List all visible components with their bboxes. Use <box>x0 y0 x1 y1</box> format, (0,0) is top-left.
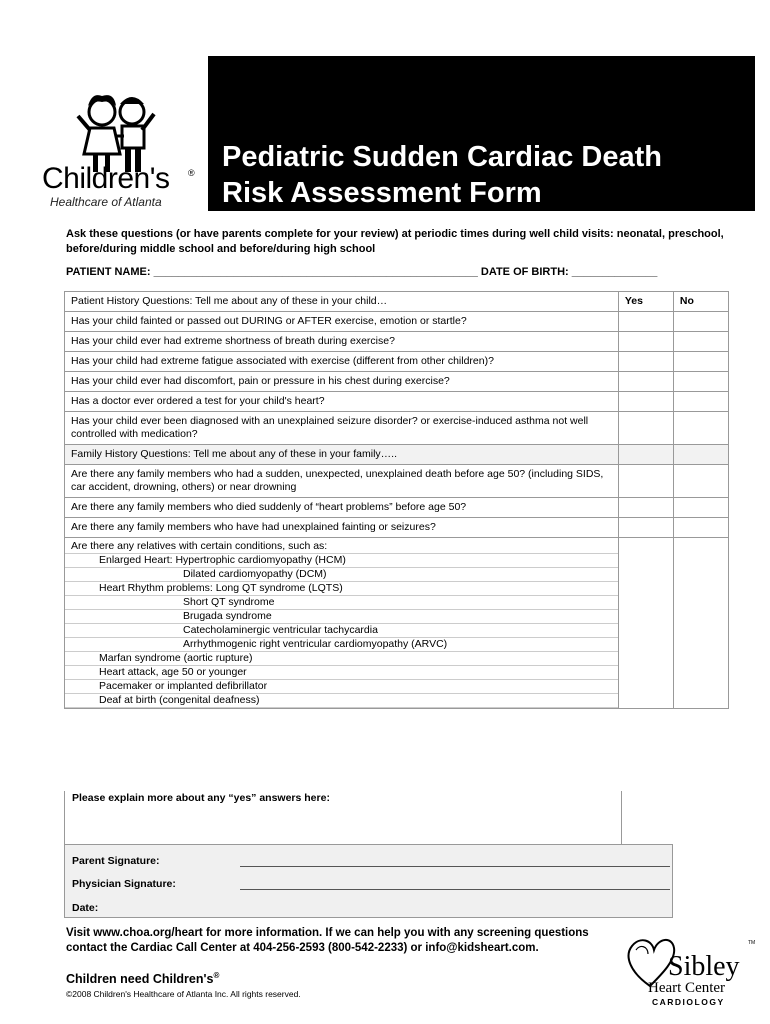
question-text: Family History Questions: Tell me about any of these in your family….. <box>65 445 619 465</box>
table-row <box>65 372 729 392</box>
yes-answer-cell[interactable] <box>618 312 673 332</box>
question-text: Are there any family members who died suddenly of “heart problems” before age 50? <box>65 498 619 518</box>
table-row <box>65 392 729 412</box>
question-text: Are there any family members who have had unexplained fainting or seizures? <box>65 518 619 538</box>
date-of-birth-field[interactable]: DATE OF BIRTH: ______________ <box>480 266 658 278</box>
no-column-header: No <box>673 292 728 312</box>
no-answer-cell[interactable] <box>673 465 728 498</box>
question-text: Has your child had extreme fatigue associated with exercise (different from other children)? <box>65 352 619 372</box>
yes-answer-cell[interactable] <box>618 518 673 538</box>
page-title <box>222 139 742 211</box>
yes-answer-cell[interactable] <box>618 392 673 412</box>
condition-item: Marfan syndrome (aortic rupture) <box>65 652 618 666</box>
yes-answer-cell[interactable] <box>618 412 673 445</box>
yes-answer-cell[interactable] <box>618 352 673 372</box>
parent-signature-label: Parent Signature: <box>72 855 160 867</box>
svg-text:®: ® <box>188 168 195 178</box>
relatives-intro: Are there any relatives with certain conditions, such as: <box>65 538 618 554</box>
title-line-1: Pediatric Sudden Cardiac Death <box>222 141 662 173</box>
yes-answer-cell[interactable] <box>618 465 673 498</box>
logo-subtitle: Healthcare of Atlanta <box>50 195 162 209</box>
question-text: Has your child ever had discomfort, pain or pressure in his chest during exercise? <box>65 372 619 392</box>
condition-item: Catecholaminergic ventricular tachycardia <box>65 624 618 638</box>
patient-name-field[interactable]: PATIENT NAME: _____________________________________________________ <box>66 266 478 278</box>
intro-text: Ask these questions (or have parents complete for your review) at periodic times during well child visits: neonatal, preschool, before/during middle school and before/during high school <box>66 228 724 255</box>
patient-history-header: Patient History Questions: Tell me about any of these in your child… <box>65 292 619 312</box>
condition-item: Brugada syndrome <box>65 610 618 624</box>
svg-text:TM: TM <box>748 940 756 946</box>
yes-answer-cell <box>618 445 673 465</box>
physician-signature-line[interactable] <box>240 889 670 890</box>
yes-answer-cell[interactable] <box>618 332 673 352</box>
sibley-cardiology: CARDIOLOGY <box>652 997 725 1007</box>
no-answer-cell[interactable] <box>673 312 728 332</box>
question-text: Are there any family members who had a sudden, unexpected, unexplained death before age 50? (including SIDS, car accident, drowning, others) or near drowning <box>65 465 619 498</box>
questions-table <box>64 291 729 709</box>
condition-item: Heart Rhythm problems: Long QT syndrome (LQTS) <box>65 582 618 596</box>
yes-answer-cell[interactable] <box>618 498 673 518</box>
condition-item: Heart attack, age 50 or younger <box>65 666 618 680</box>
table-row <box>65 465 729 498</box>
condition-item: Pacemaker or implanted defibrillator <box>65 680 618 694</box>
visit-info: Visit www.choa.org/heart for more information. If we can help you with any screening questions contact the Cardiac Call Center at 404-256-2593 (800-542-2233) or info@kidsheart.com. <box>66 927 589 954</box>
no-answer-cell[interactable] <box>673 392 728 412</box>
family-history-header-row <box>65 445 729 465</box>
no-answer-cell[interactable] <box>673 538 728 709</box>
table-row <box>65 332 729 352</box>
table-row <box>65 518 729 538</box>
relatives-conditions-row <box>65 538 729 709</box>
children-need-tagline <box>66 971 219 986</box>
table-header-row <box>65 292 729 312</box>
table-row <box>65 352 729 372</box>
condition-item: Short QT syndrome <box>65 596 618 610</box>
registered-mark: ® <box>213 971 220 980</box>
no-answer-cell[interactable] <box>673 412 728 445</box>
no-answer-cell <box>673 445 728 465</box>
questions-table-body <box>65 292 729 709</box>
title-line-2: Risk Assessment Form <box>222 177 542 209</box>
no-answer-cell[interactable] <box>673 332 728 352</box>
question-text: Has your child ever had extreme shortness of breath during exercise? <box>65 332 619 352</box>
sibley-subtitle: Heart Center <box>648 980 726 996</box>
table-row <box>65 312 729 332</box>
condition-item: Arrhythmogenic right ventricular cardiomyopathy (ARVC) <box>65 638 618 652</box>
question-text: Has your child ever been diagnosed with an unexplained seizure disorder? or exercise-induced asthma not well controlled with medication? <box>65 412 619 445</box>
table-row <box>65 412 729 445</box>
physician-signature-label: Physician Signature: <box>72 878 176 890</box>
explain-label: Please explain more about any “yes” answers here: <box>72 792 330 804</box>
no-answer-cell[interactable] <box>673 372 728 392</box>
yes-answer-cell[interactable] <box>618 372 673 392</box>
question-text: Has your child fainted or passed out DURING or AFTER exercise, emotion or startle? <box>65 312 619 332</box>
date-label: Date: <box>72 902 99 914</box>
logo-name: Children's <box>42 162 170 195</box>
no-answer-cell[interactable] <box>673 498 728 518</box>
yes-column-header: Yes <box>618 292 673 312</box>
condition-item: Enlarged Heart: Hypertrophic cardiomyopathy (HCM) <box>65 554 618 568</box>
copyright: ©2008 Children's Healthcare of Atlanta Inc. All rights reserved. <box>66 989 301 999</box>
relatives-conditions-cell <box>65 538 619 709</box>
patient-info-line <box>66 266 657 278</box>
tagline-text: Children need Children's <box>66 972 214 987</box>
condition-item: Deaf at birth (congenital deafness) <box>65 694 618 708</box>
no-answer-cell[interactable] <box>673 352 728 372</box>
no-answer-cell[interactable] <box>673 518 728 538</box>
condition-item: Dilated cardiomyopathy (DCM) <box>65 568 618 582</box>
sibley-name: Sibley <box>668 951 740 982</box>
parent-signature-line[interactable] <box>240 866 670 867</box>
table-row <box>65 498 729 518</box>
yes-answer-cell[interactable] <box>618 538 673 709</box>
question-text: Has a doctor ever ordered a test for your child's heart? <box>65 392 619 412</box>
